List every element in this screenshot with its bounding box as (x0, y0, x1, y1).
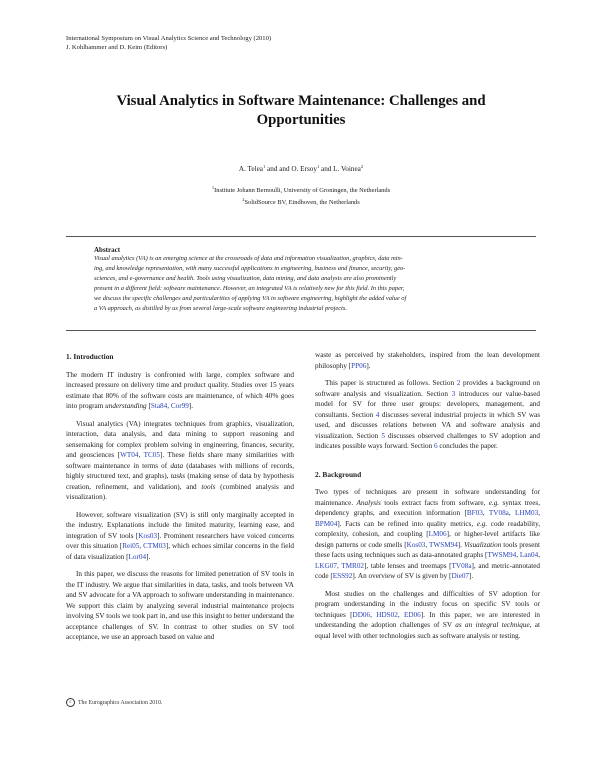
citation-link[interactable]: BPM04 (315, 519, 338, 528)
author-ersoy: and and O. Ersoy (265, 165, 317, 173)
author-telea: A. Telea (238, 165, 263, 173)
author-sup: 1 (263, 164, 266, 169)
citation-link[interactable]: Lor04 (128, 552, 147, 561)
citation-link[interactable]: Sta84 (150, 402, 168, 410)
conference-line: International Symposium on Visual Analytics Science and Technology (2010) (66, 35, 272, 42)
paragraph: Most studies on the challenges and difficulties of SV adoption for program understanding in the industry focus on specific SV tools or techniques [DD06, HDS02, ED06]. In this paper, we are interested in understanding the adoption challenges of SV as an integral technique, at equal level with other technologies such as software analysis or testing. (315, 589, 541, 640)
citation-link[interactable]: CTM03 (143, 542, 166, 550)
citation-link[interactable]: HDS02 (376, 610, 398, 619)
abstract-line: a VA approach, as distilled by us from several large-scale software engineering industrial projects. (94, 305, 347, 312)
left-column (66, 352, 294, 643)
citation-link[interactable]: Rei05 (122, 542, 140, 550)
copyright-icon: c (66, 698, 75, 707)
paragraph: In this paper, we discuss the reasons for limited penetration of SV tools in the IT industry. We argue that similarities in data, tasks, and tools between VA and SV advocate for a VA approach to software understanding in maintenance. We support this claim by analyzing several industrial maintenance projects involving SV tools we took part in, and use this insight to better understand the acceptance challenges of SV. In contrast to other studies on SV tool acceptance, we use an approach based on value and (66, 570, 294, 641)
running-header (66, 34, 271, 52)
citation-link[interactable]: TMR02 (341, 561, 365, 570)
citation-link[interactable]: TV08a (451, 561, 472, 570)
abstract-heading: Abstract (94, 246, 121, 254)
citation-link[interactable]: BF03 (466, 509, 483, 517)
citation-link[interactable]: PP06 (351, 361, 367, 370)
affiliations (66, 184, 536, 208)
paragraph: The modern IT industry is confronted with large, complex software and increased pressure on delivery time and product quality. Studies over 15 years estimate that 80% of the software costs are maintenance, of which 40% goes into program understanding [Sta84, Cor99]. (66, 370, 294, 410)
author-sup: 1 (316, 164, 320, 169)
citation-link[interactable]: WT04 (120, 451, 139, 459)
bottom-divider (66, 330, 536, 331)
section-link[interactable]: 2 (456, 379, 461, 387)
citation-link[interactable]: TWSM94 (429, 540, 458, 549)
citation-link[interactable]: LKG07 (315, 561, 337, 570)
affiliation-2: $^2$SolidSource BV, Eindhoven, the Netherlands (242, 196, 360, 206)
section-link[interactable]: 5 (381, 431, 385, 440)
citation-link[interactable]: TC05 (143, 451, 160, 459)
citation-link[interactable]: LHM03 (515, 509, 539, 517)
citation-link[interactable]: Cor99 (170, 402, 189, 410)
paragraph: waste as perceived by stakeholders, inspired from the lean development philosophy [PP06]. (315, 351, 540, 370)
citation-link[interactable]: Die07 (451, 572, 470, 580)
title-line-2: Opportunities (256, 112, 346, 128)
paragraph: However, software visualization (SV) is still only marginally accepted in the industry. Explanations include the limited maturity, learning ease, and integration of SV tools [Kos03]. Prominent researchers have voiced concerns over this situation [Rei05, CTM03], which echoes similar concerns in the field of data visualization [Lor04]. (66, 510, 295, 561)
citation-link[interactable]: Kos03 (406, 540, 426, 549)
editors-line: J. Kohlhammer and D. Keim (Editors) (66, 44, 168, 51)
author-voinea: and L. Voinea (319, 165, 361, 173)
abstract-line: present in a different field: software maintenance. However, an integrated VA is relatively new for this field. In this paper, (94, 285, 405, 292)
citation-link[interactable]: ESS92 (332, 572, 353, 580)
author-list (66, 162, 536, 174)
citation-link[interactable]: Lan04 (519, 551, 539, 559)
abstract-line: we discuss the specific challenges and particularities of applying VA in software engineering, highlight the added value of (94, 295, 407, 302)
affiliation-1: $^1$Institute Johann Bernoulli, University of Groningen, the Netherlands (211, 185, 391, 194)
author-sup: 2 (360, 164, 364, 169)
top-divider (66, 236, 536, 237)
paragraph: Two types of techniques are present in software understanding for maintenance. Analysis tools extract facts from software, e.g. syntax trees, dependency graphs, and execution information [BF03, TV08a, LHM03, BPM04]. Facts can be refined into quality metrics, e.g. code readability, complexity, cohesion, and coupling [LM06], or higher-level artifacts like design patterns or code smells [Kos03, TWSM94]. Visualization tools present these facts using techniques such as data-annotated graphs [TWSM94, Lan04, LKG07, TMR02], table lenses and treemaps [TV08a], and metric-annotated code [ESS92]. An overview of SV is given by [Die07]. (315, 488, 541, 580)
right-column (315, 350, 540, 641)
citation-link[interactable]: Kos03 (138, 531, 158, 540)
paragraph: Visual analytics (VA) integrates techniques from graphics, visualization, interaction, data analysis, and data mining to support reasoning and sensemaking for complex problem solving in engineering, finances, security, and geosciences [WT04, TC05]. These fields share many similarities with software maintenance in terms of data (databases with millions of records, highly structured text, and graphs), tasks (making sense of data by hypothesis creation, refinement, and validation), and tools (combined analysis and visualization). (66, 419, 294, 501)
citation-link[interactable]: LM06 (428, 530, 447, 538)
abstract-line: ing, and knowledge representation, with many successful applications in engineering, business and finance, security, geo- (94, 265, 406, 272)
paragraph: This paper is structured as follows. Section 2 provides a background on software analysis and visualization. Section 3 introduces our value-based model for SV for three user groups: developers, management, and consultants. Section 4 discusses several industrial projects in which SV was used, and discusses relations between VA and software analysis and visualization. Section 5 discusses observed challenges to SV adoption and indicates possible ways forward. Section 6 concludes the paper. (315, 379, 540, 450)
section-link[interactable]: 4 (375, 410, 380, 419)
section-heading-background: 2. Background (315, 469, 362, 479)
abstract-line: Visual analytics (VA) is an emerging science at the crossroads of data and information visualization, graphics, data min- (94, 255, 403, 262)
title-line-1: Visual Analytics in Software Maintenance: Challenges and (116, 93, 486, 109)
abstract-line: sciences, and e-governance and health. Tools using visualization, data mining, and data analysis are also prominently (94, 275, 397, 282)
section-heading-introduction: 1. Introduction (66, 352, 114, 361)
citation-link[interactable]: TV08a (488, 509, 509, 517)
copyright-footer (66, 698, 162, 707)
abstract-body (94, 254, 508, 314)
section-link[interactable]: 3 (451, 389, 456, 398)
citation-link[interactable]: DD06 (352, 610, 371, 619)
section-link[interactable]: 6 (433, 442, 438, 450)
paper-title (66, 92, 536, 130)
copyright-text: The Eurographics Association 2010. (78, 699, 163, 706)
citation-link[interactable]: ED06 (404, 610, 421, 619)
citation-link[interactable]: TWSM94 (487, 551, 517, 559)
